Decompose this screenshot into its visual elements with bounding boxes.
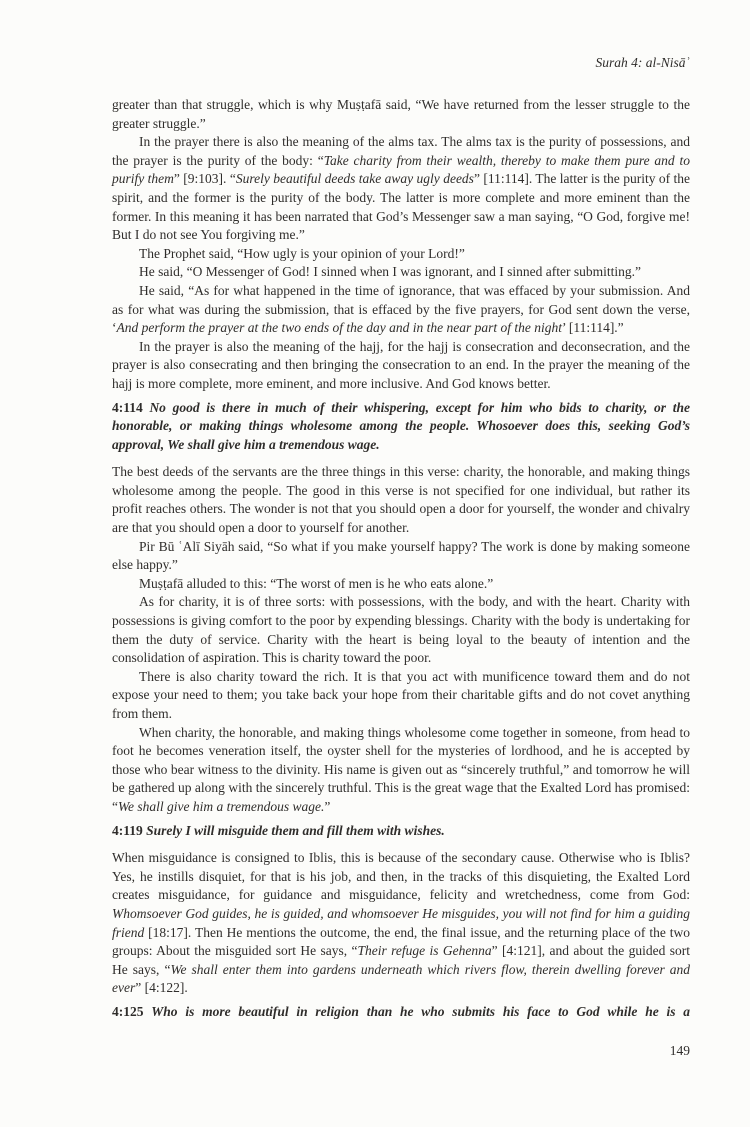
text-run: The Prophet said, “How ugly is your opinion of your Lord!” bbox=[139, 245, 465, 261]
text-run: 4:119 bbox=[112, 822, 147, 838]
text-run: Surely beautiful deeds take away ugly deeds bbox=[235, 171, 474, 187]
text-run: Surely I will misguide them and fill them with wishes. bbox=[146, 822, 445, 838]
text-run: We shall give him a tremendous wage. bbox=[118, 798, 325, 814]
text-run: 4:125 bbox=[112, 1003, 152, 1019]
text-run: In the prayer there is also the meaning of the alms tax. The alms tax is the purity of possessions, and the prayer is the purity of the body: “ bbox=[112, 134, 690, 168]
body-paragraph bbox=[112, 849, 690, 998]
body-paragraph bbox=[112, 245, 690, 264]
body-paragraph bbox=[112, 96, 690, 133]
body-paragraph bbox=[112, 463, 690, 537]
text-run: ” bbox=[324, 798, 331, 814]
body-paragraph bbox=[112, 263, 690, 282]
text-run: Who is more beautiful in religion than he who submits his face to God while he is a bbox=[151, 1003, 690, 1019]
body-paragraph bbox=[112, 724, 690, 817]
text-run: When charity, the honorable, and making things wholesome come together in someone, from head to foot he becomes veneration itself, the oyster shell for the mysteries of lordhood, and he is accepted by those who bear witness to the divinity. His name is given out as “sincerely truthful,” and tomorrow he will be gathered up along with the sincerely truthful. This is the great wage that the Exalted Lord has promised: “ bbox=[112, 724, 690, 814]
text-run: Whomsoever God guides, he is guided, and whomsoever He misguides, you will not find for him a guiding friend bbox=[112, 905, 690, 940]
text-run: And perform the prayer at the two ends of the day and in the near part of the night bbox=[116, 320, 562, 336]
body-paragraph bbox=[112, 538, 690, 575]
text-run: ” [4:121], and about the guided sort He says, “ bbox=[112, 943, 690, 977]
body-paragraph bbox=[112, 575, 690, 594]
body-paragraph bbox=[112, 338, 690, 394]
text-run: ’ [11:114].” bbox=[561, 320, 624, 336]
text-run: The best deeds of the servants are the three things in this verse: charity, the honorable, and making things wholesome among the people. The good in this verse is not specified for one individual, but rather its profit reaches others. The wonder is not that you should open a door for yourself, the wonder and chivalry are that you should open a door to yourself for another. bbox=[112, 464, 690, 536]
text-run: He said, “O Messenger of God! I sinned when I was ignorant, and I sinned after submitting.” bbox=[139, 264, 641, 280]
text-run: Their refuge is Gehenna bbox=[357, 943, 492, 959]
text-run: He said, “As for what happened in the time of ignorance, that was effaced by your submission. And as for what was during the submission, that is effaced by the five prayers, for God sent down the verse, ‘ bbox=[112, 282, 690, 336]
text-run: As for charity, it is of three sorts: with possessions, with the body, and with the heart. Charity with possessions is giving comfort to the poor by expending blessings. Charity with the body is undertaking for them the duty of service. Charity with the heart is being loyal to the beauty of intention and the consolidation of aspiration. This is charity toward the poor. bbox=[112, 594, 690, 666]
text-run: ” [4:122]. bbox=[135, 980, 188, 996]
text-run: When misguidance is consigned to Iblis, this is because of the secondary cause. Otherwise who is Iblis? Yes, he instills disquiet, for that is his job, and then, in the tracks of this disquieting, the Exalted Lord creates misguidance, for guidance and misguidance, felicity and wretchedness, come from God: bbox=[112, 850, 690, 903]
text-run: We shall enter them into gardens underneath which rivers flow, therein dwelling forever and ever bbox=[112, 961, 690, 996]
text-run: Muṣṭafā alluded to this: “The worst of men is he who eats alone.” bbox=[139, 575, 494, 591]
body-paragraph bbox=[112, 668, 690, 724]
verse-heading bbox=[112, 1003, 690, 1022]
verse-heading bbox=[112, 822, 690, 841]
running-header: Surah 4: al-Nisāʾ bbox=[595, 55, 690, 70]
text-run: 4:114 bbox=[112, 399, 150, 415]
text-run: ” [9:103]. “ bbox=[173, 171, 236, 187]
body-paragraph bbox=[112, 282, 690, 338]
page-number: 149 bbox=[669, 1043, 690, 1058]
body-paragraph bbox=[112, 133, 690, 245]
body-paragraph bbox=[112, 593, 690, 667]
verse-heading bbox=[112, 399, 690, 455]
text-body bbox=[112, 96, 690, 1031]
text-run: Take charity from their wealth, thereby to make them pure and to purify them bbox=[112, 152, 690, 187]
text-run: No good is there in much of their whispering, except for him who bids to charity, or the honorable, or making things wholesome among the people. Whosoever does this, seeking God’s approval, We shall give him a tremendous wage. bbox=[112, 399, 690, 452]
text-run: ” [11:114]. The latter is the purity of the spirit, and the former is the purity of the body. The latter is more complete and more eminent than the former. In this meaning it has been narrated that God’s Messenger saw a man saying, “O God, forgive me! But I do not see You forgiving me.” bbox=[112, 171, 690, 243]
text-run: Pir Bū ʿAlī Siyāh said, “So what if you make yourself happy? The work is done by making someone else happy.” bbox=[112, 538, 690, 573]
text-run: There is also charity toward the rich. It is that you act with munificence toward them and do not expose your need to them; you take back your hope from their charitable gifts and do not covet anything from them. bbox=[112, 668, 690, 721]
text-run: [18:17]. Then He mentions the outcome, the end, the final issue, and the returning place of the two groups: About the misguided sort He says, “ bbox=[112, 924, 690, 959]
text-run: greater than that struggle, which is why Muṣṭafā said, “We have returned from the lesser struggle to the greater struggle.” bbox=[112, 97, 690, 131]
text-run: In the prayer is also the meaning of the hajj, for the hajj is consecration and deconsecration, and the prayer is also consecrating and then bringing the consecration to an end. In the prayer the meaning of the hajj is more complete, more eminent, and more inclusive. And God knows better. bbox=[112, 338, 690, 391]
